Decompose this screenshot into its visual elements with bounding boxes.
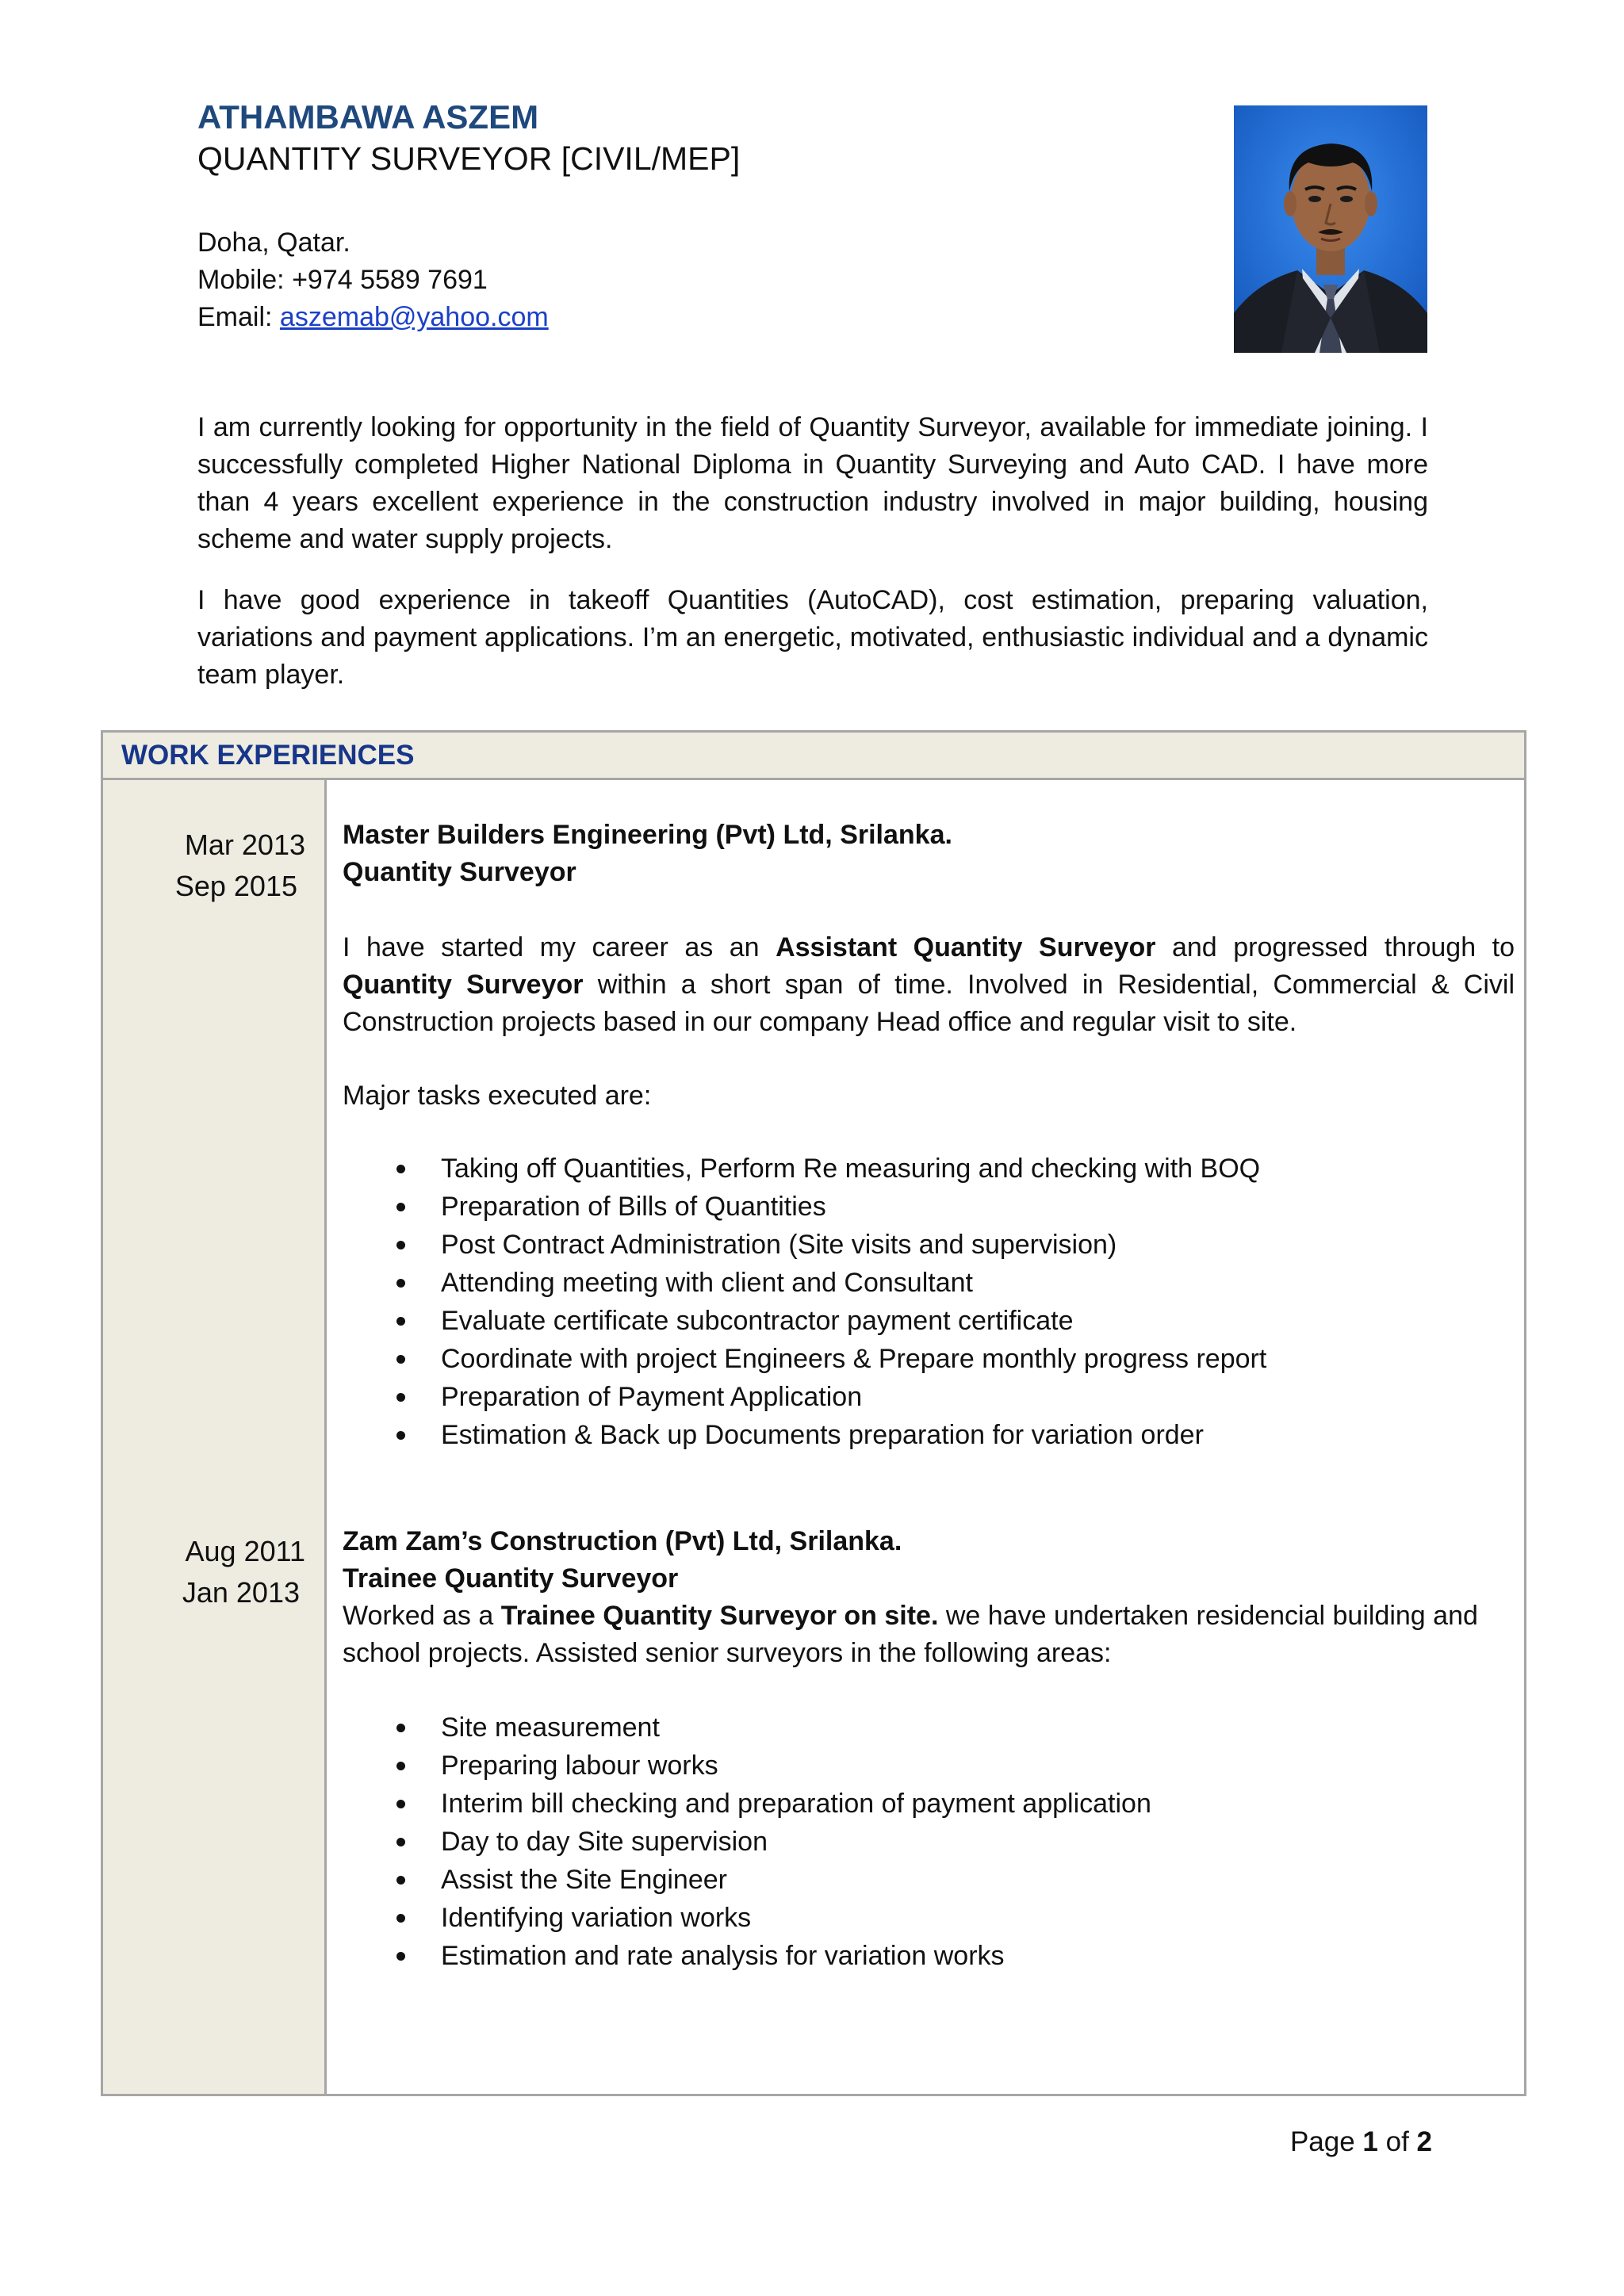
job-2-title: Trainee Quantity Surveyor [343, 1563, 679, 1594]
job-2-desc-bold: Trainee Quantity Surveyor on site. [500, 1601, 939, 1631]
task-text: Site measurement [441, 1712, 660, 1743]
job-2-dates [182, 1531, 305, 1613]
task-text: Attending meeting with client and Consultant [441, 1268, 973, 1298]
bullet-icon [396, 1800, 405, 1808]
mobile-label: Mobile: [197, 265, 293, 295]
job-1-description [343, 929, 1515, 1041]
list-item [343, 1861, 1515, 1899]
task-text: Day to day Site supervision [441, 1827, 768, 1857]
bullet-icon [396, 1838, 405, 1846]
task-text: Assist the Site Engineer [441, 1865, 727, 1895]
candidate-name: ATHAMBAWA ASZEM [197, 98, 539, 136]
job-2-date-end: Jan 2013 [182, 1576, 300, 1609]
list-item [343, 1899, 1515, 1937]
candidate-role: QUANTITY SURVEYOR [CIVIL/MEP] [197, 140, 741, 177]
contact-location: Doha, Qatar. [197, 228, 350, 258]
job-1-desc-text: I have started my career as an [343, 932, 776, 962]
list-item [343, 1226, 1515, 1264]
job-2-date-start: Aug 2011 [185, 1535, 305, 1567]
list-item [343, 1340, 1515, 1378]
list-item [343, 1416, 1515, 1454]
email-link[interactable]: aszemab@yahoo.com [279, 302, 549, 332]
job-2-desc-text: Worked as a [343, 1601, 501, 1631]
date-column [103, 780, 327, 2094]
task-text: Identifying variation works [441, 1903, 752, 1933]
resume-header [197, 97, 1228, 179]
job-1-dates [175, 825, 305, 907]
summary-paragraph-2: I have good experience in takeoff Quantities (AutoCAD), cost estimation, preparing valuation, variations and payment applications. I’m an energetic, motivated, enthusiastic individual and a dynamic team player. [197, 585, 1428, 690]
task-text: Coordinate with project Engineers & Prepare monthly progress report [441, 1344, 1267, 1374]
task-text: Preparation of Payment Application [441, 1382, 863, 1412]
list-item [343, 1747, 1515, 1785]
email-label: Email: [197, 302, 280, 332]
work-section-title: WORK EXPERIENCES [121, 740, 415, 771]
bullet-icon [396, 1952, 405, 1961]
bullet-icon [396, 1241, 405, 1249]
bullet-icon [396, 1279, 405, 1288]
bullet-icon [396, 1165, 405, 1173]
bullet-icon [396, 1355, 405, 1364]
list-item [343, 1150, 1515, 1188]
job-1-title: Quantity Surveyor [343, 857, 576, 887]
job-2-task-list [343, 1709, 1515, 1975]
job-1-desc-text-3: within a short span of time. Involved in Residential, Commercial & Civil Construction projects based in our company Head office and regular visit to site. [343, 970, 1515, 1037]
list-item [343, 1264, 1515, 1302]
job-2-company: Zam Zam’s Construction (Pvt) Ltd, Srilanka. [343, 1526, 902, 1556]
profile-photo [1234, 105, 1427, 353]
job-entry [343, 817, 1515, 1454]
job-entry [343, 1523, 1515, 1975]
task-text: Interim bill checking and preparation of payment application [441, 1789, 1151, 1819]
list-item [343, 1785, 1515, 1823]
task-text: Evaluate certificate subcontractor payment certificate [441, 1306, 1074, 1336]
job-1-task-list [343, 1150, 1515, 1454]
bullet-icon [396, 1914, 405, 1923]
task-text: Post Contract Administration (Site visits and supervision) [441, 1230, 1117, 1260]
task-text: Estimation and rate analysis for variation works [441, 1941, 1005, 1971]
contact-mobile-line [197, 262, 549, 299]
list-item [343, 1378, 1515, 1416]
job-1-company: Master Builders Engineering (Pvt) Ltd, Srilanka. [343, 820, 952, 850]
list-item [343, 1302, 1515, 1340]
job-2-description [343, 1598, 1515, 1672]
job-1-date-end: Sep 2015 [174, 870, 297, 902]
bullet-icon [396, 1762, 405, 1770]
total-pages: 2 [1416, 2126, 1432, 2157]
bullet-icon [396, 1203, 405, 1211]
bullet-icon [396, 1393, 405, 1402]
portrait-illustration [1234, 105, 1427, 353]
job-1-desc-bold-2: Quantity Surveyor [343, 970, 584, 1000]
job-1-tasks-intro: Major tasks executed are: [343, 1081, 652, 1111]
task-text: Estimation & Back up Documents preparation for variation order [441, 1420, 1204, 1450]
bullet-icon [396, 1431, 405, 1440]
work-section-header [103, 733, 1524, 780]
summary-paragraph-1: I am currently looking for opportunity in the field of Quantity Surveyor, available for immediate joining. I successfully completed Higher National Diploma in Quantity Surveying and Auto CAD. I have more than 4 years excellent experience in the construction industry involved in major building, housing scheme and water supply projects. [197, 412, 1428, 554]
page-number [1290, 2126, 1432, 2158]
job-1-desc-bold-1: Assistant Quantity Surveyor [776, 932, 1156, 962]
current-page: 1 [1362, 2126, 1378, 2157]
task-text: Preparing labour works [441, 1751, 718, 1781]
list-item [343, 1188, 1515, 1226]
mobile-number: +974 5589 7691 [292, 265, 488, 295]
bullet-icon [396, 1317, 405, 1326]
list-item [343, 1709, 1515, 1747]
list-item [343, 1937, 1515, 1975]
task-text: Preparation of Bills of Quantities [441, 1192, 826, 1222]
bullet-icon [396, 1724, 405, 1732]
bullet-icon [396, 1876, 405, 1885]
contact-email-line [197, 299, 549, 336]
task-text: Taking off Quantities, Perform Re measuring and checking with BOQ [441, 1154, 1261, 1184]
job-1-date-start: Mar 2013 [184, 828, 305, 861]
contact-details [197, 224, 549, 336]
list-item [343, 1823, 1515, 1861]
page-word: Page [1289, 2126, 1363, 2157]
profile-summary [197, 409, 1428, 718]
of-word: of [1377, 2126, 1417, 2157]
job-1-desc-text-2: and progressed through to [1155, 932, 1515, 962]
work-experience-table [101, 730, 1526, 2096]
job-2-desc-text-2: we have undertaken residencial building and school projects. Assisted senior surveyors in the following areas: [343, 1601, 1478, 1668]
